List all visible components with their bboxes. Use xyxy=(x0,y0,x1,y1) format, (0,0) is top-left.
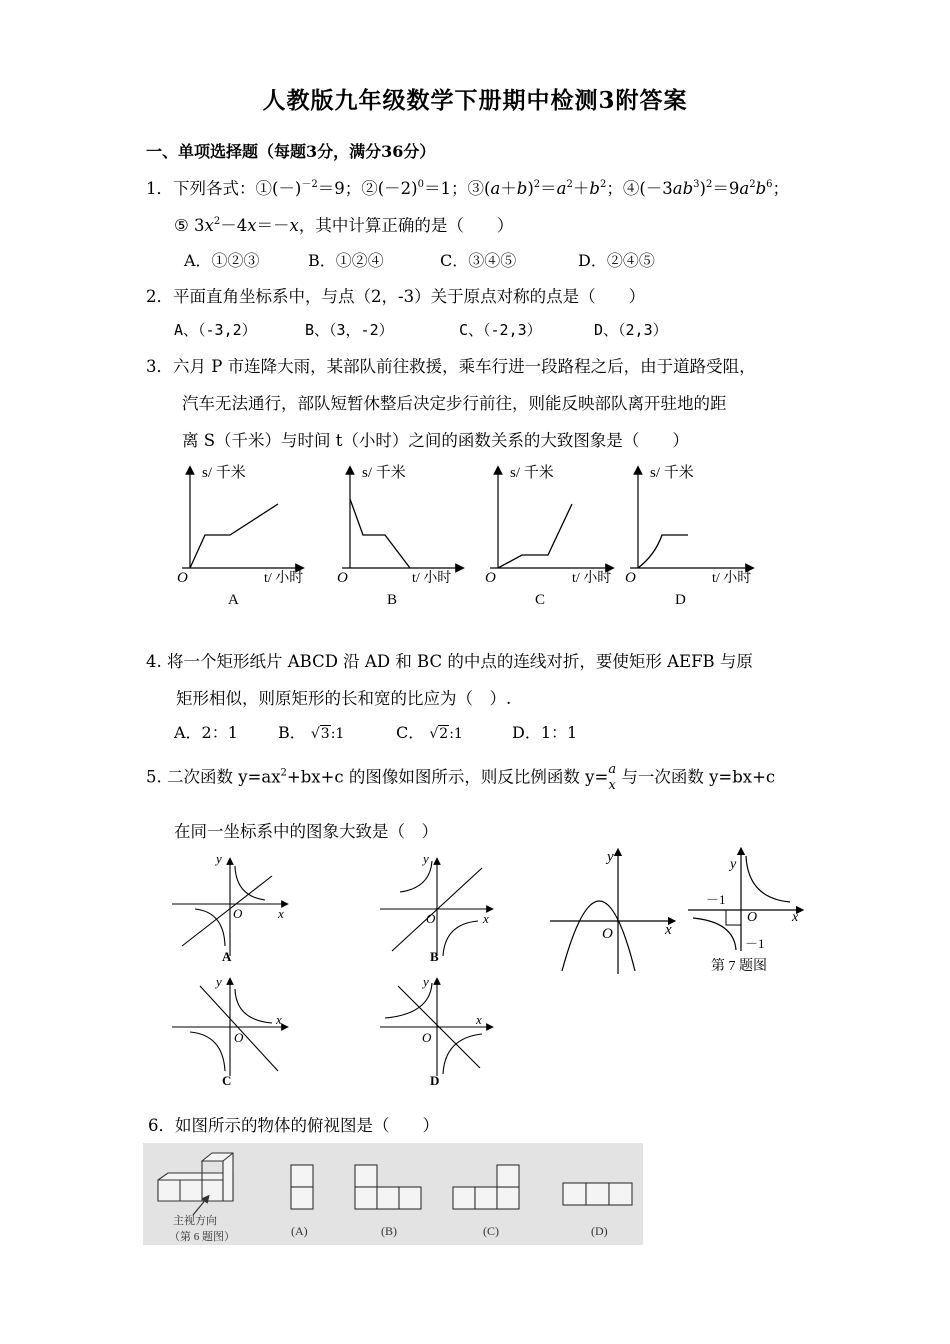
q1-line2-c: ＝－ xyxy=(256,216,290,235)
q1-stem-k: ； xyxy=(772,179,789,198)
q4-option-b-radicand: 3 xyxy=(320,726,330,742)
q2-option-d: D、（2,3） xyxy=(594,321,668,339)
q3-ylabel-c: s/ 千米 xyxy=(510,465,554,481)
question-3-line-3: 离 S（千米）与时间 t（小时）之间的函数关系的大致图象是（ ） xyxy=(182,431,689,450)
q5-graphs xyxy=(160,846,810,1091)
q3-xlabel-b: t/ 小时 xyxy=(412,571,452,586)
q6-option-b: (B) xyxy=(381,1224,397,1238)
q3-curve-b xyxy=(350,499,410,568)
q4-option-c-label: C． xyxy=(396,723,425,742)
q5-fig7-y: y xyxy=(730,857,737,872)
q1-stem-e: ) xyxy=(527,179,534,198)
q3-origin-b: O xyxy=(337,570,348,586)
q1-exp-0: 0 xyxy=(417,179,424,190)
q5-parabola-figure xyxy=(550,849,672,974)
q5-choice-a xyxy=(172,851,285,964)
q1-stem-b: ＝9；②(－2) xyxy=(317,179,418,198)
q5-fig7-neg1-left: －1 xyxy=(706,892,726,907)
q5-parabola-origin: O xyxy=(602,926,613,942)
q2-option-a: A、（-3,2） xyxy=(174,321,257,339)
q1-option-a: A．①②③ xyxy=(184,251,260,270)
q1-exp-2a: 2 xyxy=(533,179,541,190)
q1-exp-2f: 2 xyxy=(213,216,221,227)
q6-option-d: (D) xyxy=(591,1224,608,1238)
q1-exp-3: 3 xyxy=(693,179,700,190)
q4-option-d: D．1：1 xyxy=(512,723,578,742)
q3-graphs xyxy=(160,455,780,615)
q1-var-a: a xyxy=(490,179,501,198)
q1-stem-g: ＋ xyxy=(572,179,590,198)
q3-graph-b xyxy=(337,464,460,608)
q6-direction-label: 主视方向 xyxy=(173,1215,217,1227)
q1-var-b3: b xyxy=(755,179,767,198)
question-1-line-2 xyxy=(174,212,513,236)
q1-line2-b: －4 xyxy=(220,216,248,235)
q5-a-y: y xyxy=(216,851,222,866)
q1-var-b2: b xyxy=(589,179,600,198)
q5-choice-b xyxy=(380,851,490,964)
q4-option-c-radicand: 2 xyxy=(439,726,449,742)
question-1-line-1 xyxy=(146,175,789,199)
q5-b-label: B xyxy=(430,949,439,964)
q1-exp-6: 6 xyxy=(766,179,773,190)
q2-option-b: B、（3，-2） xyxy=(305,321,394,339)
q1-var-x: x xyxy=(204,216,214,235)
q1-number: 1． xyxy=(146,179,173,198)
q3-xlabel-a: t/ 小时 xyxy=(264,571,304,586)
q1-stem-c: ＝1；③( xyxy=(424,179,491,198)
q5-frac-num: a xyxy=(608,762,617,777)
q5-b-origin: O xyxy=(426,911,436,926)
q4-option-c-tail: :1 xyxy=(449,726,463,742)
q5-d-origin: O xyxy=(422,1030,432,1045)
q5-d-x: x xyxy=(476,1012,482,1027)
q3-xlabel-d: t/ 小时 xyxy=(712,571,752,586)
q6-caption: （第 6 题图） xyxy=(169,1231,235,1243)
q5-c-label: C xyxy=(222,1073,232,1088)
q3-label-c: C xyxy=(535,592,546,608)
q6-object xyxy=(158,1153,233,1201)
q6-option-d-shape xyxy=(563,1183,632,1205)
q1-option-c: C．③④⑤ xyxy=(440,251,517,270)
q3-graph-a xyxy=(177,464,303,608)
q1-stem-i: ) xyxy=(699,179,706,198)
q5-b-x: x xyxy=(483,911,489,926)
q1-exp-2c: 2 xyxy=(599,179,607,190)
q4-option-c-sqrt: √2:1 xyxy=(429,726,463,742)
q1-stem-h: ；④(－3 xyxy=(606,179,673,198)
q3-curve-a xyxy=(190,504,278,568)
q1-option-b: B．①②④ xyxy=(308,251,384,270)
q1-exp-2e: 2 xyxy=(749,179,756,190)
q1-var-b: b xyxy=(516,179,528,198)
page-title: 人教版九年级数学下册期中检测3附答案 xyxy=(262,87,688,114)
q3-curve-c xyxy=(498,504,572,568)
q5-parabola-x: x xyxy=(665,922,672,938)
q5-b-y: y xyxy=(423,851,429,866)
section-heading: 一、单项选择题（每题3分，满分36分） xyxy=(146,142,436,161)
q1-exp-2d: 2 xyxy=(705,179,713,190)
q1-stem-j: ＝9 xyxy=(712,179,740,198)
q5-frac-den: x xyxy=(608,778,616,793)
q5-c-x: x xyxy=(276,1012,282,1027)
q1-line2-a: ⑤ 3 xyxy=(174,216,205,235)
q6-figure xyxy=(143,1143,643,1245)
q1-var-a2: a xyxy=(556,179,567,198)
question-3-line-1: 3．六月 P 市连降大雨，某部队前往救援，乘车行进一段路程之后，由于道路受阻， xyxy=(146,357,756,376)
q5-line1-sup: 2 xyxy=(280,767,287,779)
q4-option-b xyxy=(278,720,344,743)
q1-exp-2b: 2 xyxy=(566,179,573,190)
q5-choice-d xyxy=(380,974,490,1088)
q5-line1-c: 与一次函数 y=bx+c xyxy=(616,767,776,787)
q5-fraction xyxy=(608,762,616,794)
q4-option-a: A．2：1 xyxy=(174,723,238,742)
q6-option-c: (C) xyxy=(483,1224,499,1238)
q5-fig7-origin: O xyxy=(747,910,758,925)
q3-ylabel-a: s/ 千米 xyxy=(202,465,246,481)
q4-option-b-sqrt: √3:1 xyxy=(310,726,345,742)
q5-d-label: D xyxy=(430,1073,440,1088)
q3-xlabel-c: t/ 小时 xyxy=(572,571,612,586)
q5-a-label: A xyxy=(222,949,232,964)
q5-c-origin: O xyxy=(234,1030,244,1045)
q6-option-a-shape xyxy=(291,1165,313,1209)
q3-graph-d xyxy=(625,464,751,608)
q1-exp-neg2: －2 xyxy=(301,179,318,190)
q3-label-a: A xyxy=(228,592,239,608)
q3-ylabel-b: s/ 千米 xyxy=(362,465,406,481)
q1-var-x3: x xyxy=(289,216,299,235)
q5-line1-b: +bx+c 的图像如图所示，则反比例函数 y= xyxy=(286,767,609,787)
q5-line1-a: 5. 二次函数 y=ax xyxy=(146,767,281,787)
q3-curve-d xyxy=(638,535,688,568)
q5-fig7-neg1-bottom: －1 xyxy=(745,936,765,951)
q1-stem-a: 下列各式：①(－) xyxy=(173,179,302,198)
q1-stem-f: ＝ xyxy=(540,179,557,198)
q3-ylabel-d: s/ 千米 xyxy=(650,465,694,481)
q1-var-a3: a xyxy=(739,179,750,198)
question-5-line-1 xyxy=(146,762,775,794)
q2-option-c: C、（-2,3） xyxy=(459,321,542,339)
q6-option-b-shape xyxy=(355,1165,421,1209)
q3-origin-a: O xyxy=(177,570,188,586)
q5-parabola-y: y xyxy=(607,849,614,865)
question-3-line-2: 汽车无法通行，部队短暂休整后决定步行前往，则能反映部队离开驻地的距 xyxy=(182,394,727,413)
q5-d-y: y xyxy=(423,974,429,989)
q1-option-d: D．②④⑤ xyxy=(578,251,655,270)
q4-option-c xyxy=(396,720,463,743)
q6-figure-panel xyxy=(143,1143,643,1245)
question-5-line-2: 在同一坐标系中的图象大致是（ ） xyxy=(174,822,438,841)
q3-origin-d: O xyxy=(625,570,636,586)
q1-stem-d: ＋ xyxy=(500,179,517,198)
question-6: 6．如图所示的物体的俯视图是（ ） xyxy=(148,1116,439,1135)
q5-fig7-x: x xyxy=(792,910,799,925)
q6-option-c-shape xyxy=(453,1165,519,1209)
q4-option-b-label: B． xyxy=(278,723,306,742)
q5-fig7-caption: 第 7 题图 xyxy=(711,959,767,974)
q4-option-b-tail: :1 xyxy=(330,726,345,742)
q5-a-origin: O xyxy=(233,906,243,921)
q3-graph-c xyxy=(485,464,611,608)
q5-choice-c xyxy=(172,974,285,1088)
q5-c-y: y xyxy=(216,974,222,989)
q3-label-b: B xyxy=(387,592,398,608)
question-4-line-2: 矩形相似，则原矩形的长和宽的比应为（ ）. xyxy=(176,689,512,708)
q1-var-x2: x xyxy=(247,216,257,235)
q3-origin-c: O xyxy=(485,570,496,586)
q5-fig7 xyxy=(688,851,800,974)
q5-a-x: x xyxy=(278,906,284,921)
question-2: 2．平面直角坐标系中，与点（2，-3）关于原点对称的点是（ ） xyxy=(146,287,646,306)
question-4-line-1: 4. 将一个矩形纸片 ABCD 沿 AD 和 BC 的中点的连线对折，要使矩形 AEFB 与原 xyxy=(146,652,753,671)
q6-option-a: (A) xyxy=(291,1224,308,1238)
q3-label-d: D xyxy=(675,592,686,608)
q1-line2-d: ，其中计算正确的是（ ） xyxy=(298,216,514,235)
q1-var-ab: ab xyxy=(672,179,694,198)
